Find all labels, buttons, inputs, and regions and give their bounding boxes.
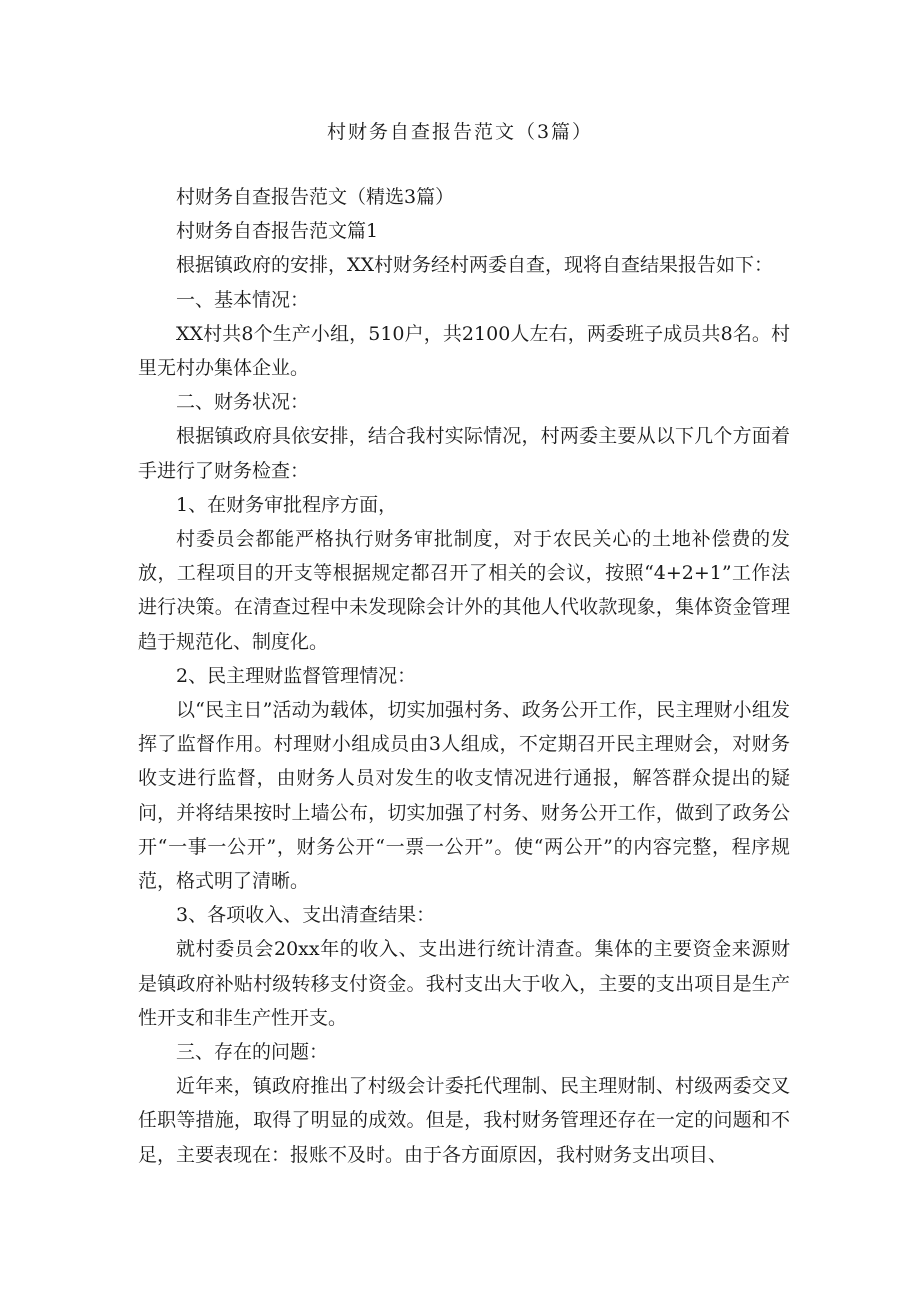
heading-financial-status: 二、财务状况： [176,391,310,414]
document-title: 村财务自查报告范文（3篇） [326,121,594,143]
intro-paragraph: 根据镇政府的安排，XX村财务经村两委自查，现将自查结果报告如下： [176,254,774,277]
heading-basic-situation: 一、基本情况： [176,288,310,311]
approval-procedure-paragraph: 村委员会都能严格执行财务审批制度，对于农民关心的土地补偿费的发放，工程项目的开支等根据规定都召开了相关的会议，按照“4+2+1”工作法进行决策。在清查过程中未发现除会计外的其他人代收款现象，集体资金管理趋于规范化、制度化。 [138,528,790,653]
income-expense-paragraph: 就村委员会20xx年的收入、支出进行统计清查。集体的主要资金来源财是镇政府补贴村级转移支付资金。我村支出大于收入，主要的支出项目是生产性开支和非生产性开支。 [138,938,790,1029]
existing-problems-paragraph: 近年来，镇政府推出了村级会计委托代理制、民主理财制、村级两委交叉任职等措施，取得了明显的成效。但是，我村财务管理还存在一定的问题和不足，主要表现在：报账不及时。由于各方面原因，我村财务支出项目、 [138,1075,790,1166]
basic-situation-paragraph: XX村共8个生产小组，510户，共2100人左右，两委班子成员共8名。村里无村办集体企业。 [138,322,790,380]
document-body [138,180,790,1172]
financial-status-paragraph: 根据镇政府具依安排，结合我村实际情况，村两委主要从以下几个方面着手进行了财务检查： [138,425,790,482]
heading-income-expense: 3、各项收入、支出清查结果： [176,904,436,927]
section-title-paragraph: 村财务自杳报告范文篇1 [176,220,379,243]
heading-approval-procedure: 1、在财务审批程序方面， [176,493,398,516]
subtitle-paragraph: 村财务自查报告范文（精选3篇） [176,186,455,208]
heading-existing-problems: 三、存在的问题： [176,1041,329,1064]
democratic-supervision-paragraph: 以“民主日”活动为载体，切实加强村务、政务公开工作，民主理财小组发挥了监督作用。村理财小组成员由3人组成，不定期召开民主理财会，对财务收支进行监督，由财务人员对发生的收支情况进行通报，解答群众提出的疑问，并将结果按时上墙公布，切实加强了村务、财务公开工作，做到了政务公开“一事一公开”，财务公开“一票一公开”。使“两公开”的内容完整，程序规范，格式明了清晰。 [138,699,790,893]
heading-democratic-supervision: 2、民主理财监督管理情况： [176,664,417,687]
